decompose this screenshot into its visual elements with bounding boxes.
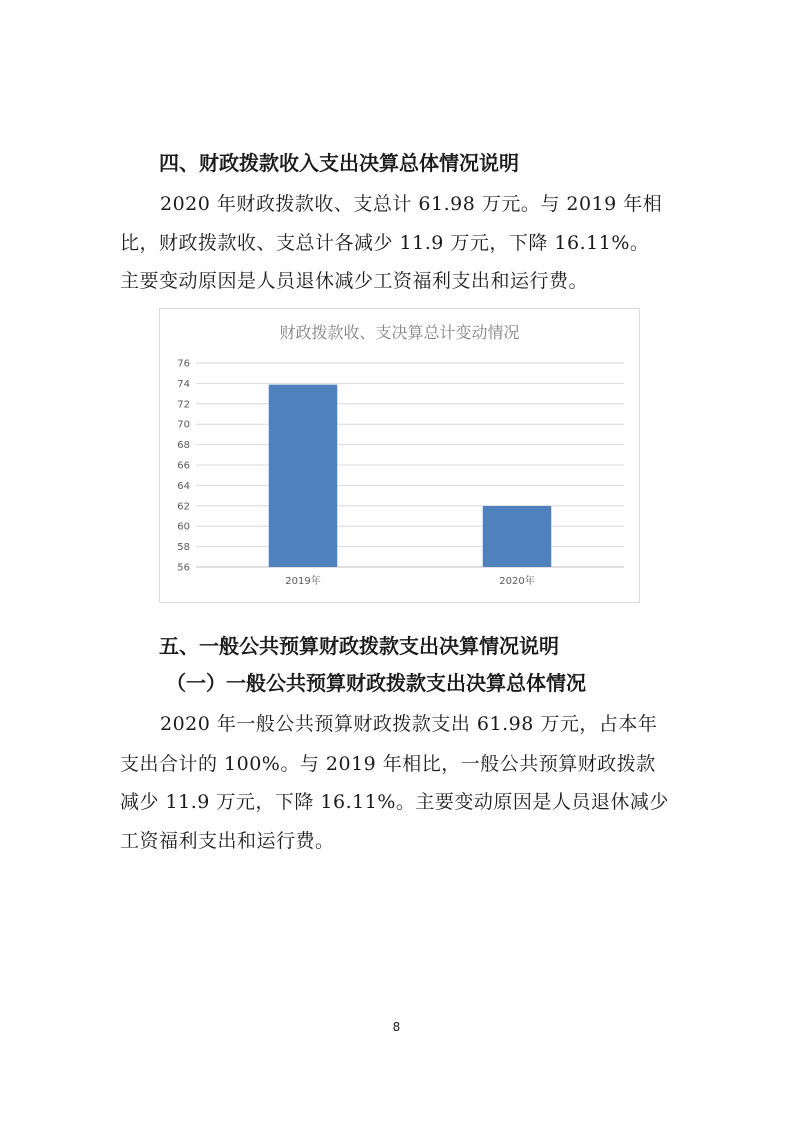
bar-2020年	[483, 506, 551, 567]
section-5-line-4: 工资福利支出和运行费。	[120, 830, 335, 852]
y-tick-label: 72	[177, 399, 190, 411]
y-tick-label: 64	[177, 480, 190, 492]
y-tick-label: 56	[177, 562, 190, 574]
bar-2019年	[269, 385, 337, 567]
y-tick-label: 62	[177, 501, 190, 513]
y-tick-label: 74	[177, 378, 190, 390]
section-4-line-1: 2020 年财政拨款收、支总计 61.98 万元。与 2019 年相	[160, 193, 663, 215]
page-number: 8	[392, 1020, 401, 1034]
section-5-subheading: （一）一般公共预算财政拨款支出决算总体情况	[166, 671, 586, 695]
y-tick-label: 70	[177, 419, 190, 431]
section-5-line-3: 减少 11.9 万元，下降 16.11%。主要变动原因是人员退休减少	[120, 791, 669, 813]
x-tick-label: 2019年	[285, 576, 321, 587]
section-5-line-1: 2020 年一般公共预算财政拨款支出 61.98 万元，占本年	[160, 713, 658, 735]
section-5-line-2: 支出合计的 100%。与 2019 年相比，一般公共预算财政拨款	[120, 753, 656, 775]
bar-chart	[159, 308, 640, 603]
chart-title: 财政拨款收、支决算总计变动情况	[279, 323, 520, 342]
y-tick-label: 68	[177, 440, 190, 452]
chart-canvas	[160, 309, 639, 602]
y-tick-label: 76	[177, 358, 190, 370]
section-4-line-3: 主要变动原因是人员退休减少工资福利支出和运行费。	[120, 270, 589, 292]
section-4-line-2: 比，财政拨款收、支总计各减少 11.9 万元，下降 16.11%。	[120, 232, 650, 254]
y-tick-label: 60	[177, 521, 190, 533]
x-tick-label: 2020年	[499, 576, 535, 587]
section-4-heading: 四、财政拨款收入支出决算总体情况说明	[159, 151, 519, 175]
section-5-heading: 五、一般公共预算财政拨款支出决算情况说明	[159, 634, 559, 658]
y-tick-label: 58	[177, 542, 190, 554]
y-tick-label: 66	[177, 460, 190, 472]
